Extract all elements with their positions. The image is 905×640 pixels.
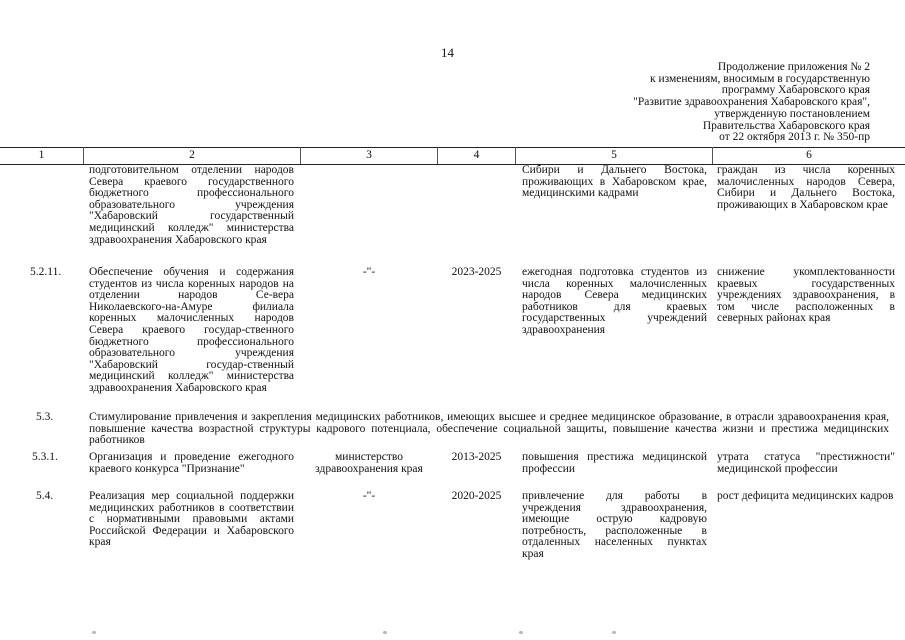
column-header: 6: [806, 149, 812, 161]
header-line: Продолжение приложения № 2: [717, 61, 870, 73]
column-header: 5: [611, 149, 617, 161]
row-name-cell: Организация и проведение ежегодного краевого конкурса "Признание": [89, 451, 294, 475]
row-result-cell: ежегодная подготовка студентов из числа коренных малочисленных народов Севера медицинских работников для краевых государственных учреждений здравоохранения: [522, 266, 707, 336]
row-executor-cell: -"-: [362, 266, 376, 278]
row-result-cell: повышения престижа медицинской профессии: [522, 451, 707, 475]
column-header: 2: [189, 149, 195, 161]
scan-dot: [92, 631, 96, 634]
column-header: 3: [366, 149, 372, 161]
row-effect-cell: утрата статуса "престижности" медицинской профессии: [717, 452, 895, 475]
page-number: 14: [441, 45, 454, 60]
header-line: утвержденную постановлением: [714, 107, 870, 120]
appendix-header: [450, 62, 870, 144]
scan-artifacts: [0, 631, 905, 637]
row-name-cell: Реализация мер социальной поддержки медицинских работников в соответствии с нормативными правовыми актами Российской Федерации и Хабаровского края: [89, 490, 294, 549]
row-number: 5.4.: [36, 490, 54, 502]
row-period-cell: 2023-2025: [451, 266, 502, 278]
scan-dot: [383, 631, 387, 634]
row-executor-cell: министерство здравоохранения края: [315, 451, 423, 475]
column-header: 4: [473, 149, 480, 161]
row-period-cell: 2013-2025: [451, 451, 502, 463]
scan-dot: [612, 631, 616, 634]
row-number: 5.3.1.: [32, 451, 58, 463]
header-line: от 22 октября 2013 г. № 350-пр: [719, 131, 870, 144]
header-line: к изменениям, вносимым в государственную: [650, 72, 870, 85]
continuation-effect-cell: граждан из числа коренных малочисленных народов Севера, Сибири и Дальнего Востока, проживающих в Хабаровском крае: [717, 165, 895, 211]
row-name-cell: Обеспечение обучения и содержания студентов из числа коренных народов на отделении народов Се-вера Николаевского-на-Амуре филиала коренных малочисленных народов Севера краевого государ-ственного бюджетного профессионального образовательного учреждения "Хабаровский государ-ственный медицинский колледж" министерства здравоохранения Хабаровского края: [89, 266, 294, 394]
row-period-cell: 2020-2025: [451, 490, 502, 502]
header-line: Правительства Хабаровского края: [702, 119, 870, 132]
column-header: 1: [38, 149, 45, 161]
row-effect-cell: рост дефицита медицинских кадров: [717, 491, 894, 502]
continuation-name-cell: подготовительном отделении народов Севера краевого государственного бюджетного профессионального образовательного учреждения "Хабаровский государственный медицинский колледж" министерства здравоохранения Хабаровского края: [89, 164, 294, 246]
row-number: 5.2.11.: [30, 266, 62, 278]
scan-dot: [519, 631, 523, 634]
section-title: Стимулирование привлечения и закрепления медицинских работников, имеющих высшее и среднее медицинское образование, в отрасли здравоохранения края, повышение качества возрастной структуры кадрового потенциала, обеспечение социальной защиты, повышение качества жизни и престижа медицинских работников: [89, 411, 889, 447]
section-number: 5.3.: [36, 411, 54, 423]
continuation-result-cell: Сибири и Дальнего Востока, проживающих в Хабаровском крае, медицинскими кадрами: [522, 164, 707, 200]
header-line: программу Хабаровского края: [721, 84, 870, 97]
row-result-cell: привлечение для работы в учреждения здравоохранения, имеющие острую кадровую потребность, расположенные в отдаленных населенных пунктах края: [522, 490, 707, 560]
header-line: "Развитие здравоохранения Хабаровского края",: [633, 96, 870, 109]
row-effect-cell: снижение укомплектованности краевых государственных учреждениях здравоохранения, в том числе расположенных в северных районах края: [717, 267, 895, 325]
row-executor-cell: -"-: [362, 490, 376, 502]
table-top-rule: [0, 147, 905, 148]
